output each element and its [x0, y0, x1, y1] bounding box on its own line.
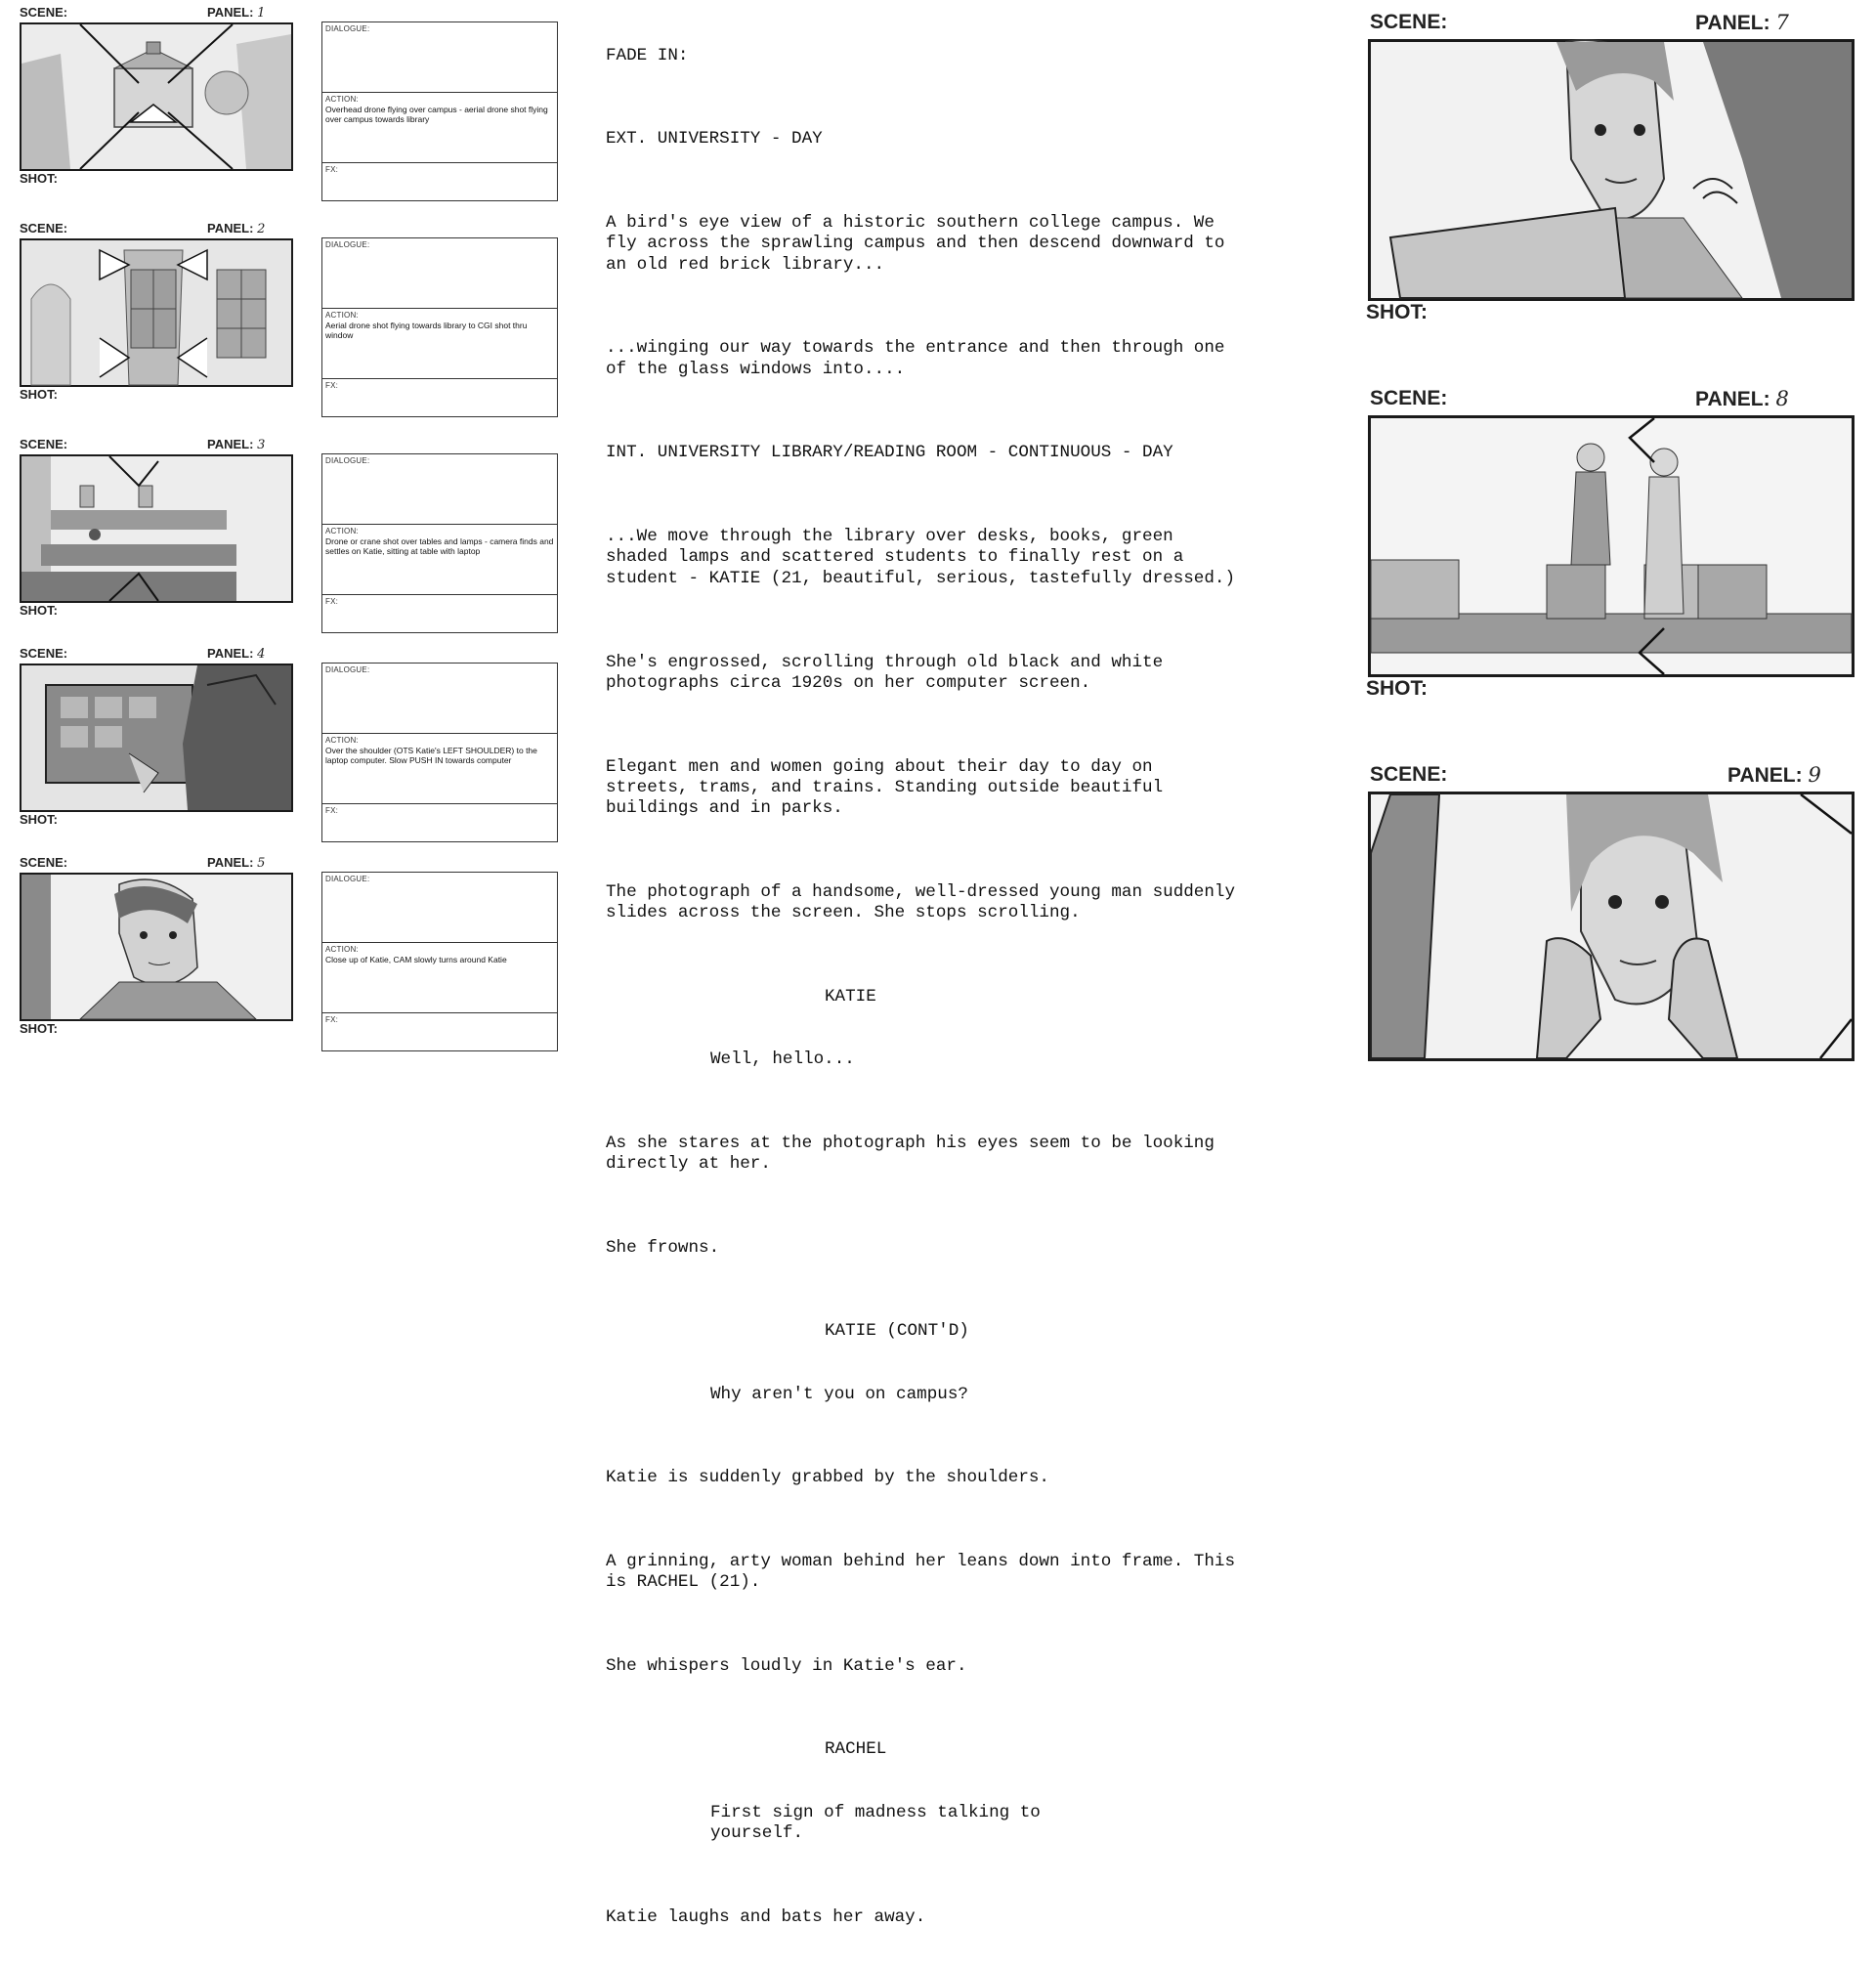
- storyboard-panel-1[interactable]: [0, 0, 576, 205]
- panel-label: PANEL: 1: [207, 5, 266, 21]
- script-action: A grinning, arty woman behind her leans down into frame. This is RACHEL (21).: [606, 1551, 1236, 1593]
- dialogue-label: DIALOGUE:: [325, 24, 370, 33]
- script-scene-heading: EXT. UNIVERSITY - DAY: [606, 129, 823, 150]
- fx-section: [322, 804, 557, 841]
- storyboard-panel-4[interactable]: [0, 641, 576, 846]
- panel-notes: [321, 872, 558, 1051]
- script-action: A bird's eye view of a historic southern college campus. We fly across the sprawling campus and then descend downward to an old red brick library...: [606, 213, 1225, 275]
- dialogue-section: [322, 22, 557, 93]
- dialogue-label: DIALOGUE:: [325, 665, 370, 674]
- dialogue-label: DIALOGUE:: [325, 875, 370, 883]
- storyboard-panel-2[interactable]: [0, 216, 576, 421]
- script-scene-heading: INT. UNIVERSITY LIBRARY/READING ROOM - CONTINUOUS - DAY: [606, 443, 1173, 463]
- action-label: ACTION:: [325, 945, 359, 954]
- shot-label: SHOT:: [20, 387, 58, 402]
- action-text: Drone or crane shot over tables and lamps - camera finds and settles on Katie, sitting at table with laptop: [325, 536, 554, 556]
- panel-frame-sketch: [1368, 415, 1855, 677]
- storyboard-right-column: [1348, 0, 1876, 1055]
- action-section: [322, 309, 557, 379]
- action-section: [322, 943, 557, 1013]
- script-character: RACHEL: [825, 1739, 887, 1760]
- action-label: ACTION:: [325, 736, 359, 745]
- fx-label: FX:: [325, 381, 339, 390]
- panel-frame-sketch: [20, 454, 293, 603]
- storyboard-left-column: [0, 0, 576, 1055]
- script-action: The photograph of a handsome, well-dressed young man suddenly slides across the screen. She stops scrolling.: [606, 881, 1236, 923]
- action-label: ACTION:: [325, 311, 359, 320]
- dialogue-section: [322, 664, 557, 734]
- script-action: Katie is suddenly grabbed by the shoulders.: [606, 1468, 1049, 1488]
- script-character: KATIE (CONT'D): [825, 1321, 969, 1342]
- script-action: She whispers loudly in Katie's ear.: [606, 1655, 967, 1676]
- script-action: She's engrossed, scrolling through old black and white photographs circa 1920s on her computer screen.: [606, 652, 1164, 693]
- scene-label: SCENE:: [1370, 387, 1448, 409]
- action-section: [322, 734, 557, 804]
- storyboard-panel-9[interactable]: [1348, 752, 1876, 1129]
- action-text: Over the shoulder (OTS Katie's LEFT SHOULDER) to the laptop computer. Slow PUSH IN towards computer: [325, 746, 537, 765]
- fx-section: [322, 379, 557, 416]
- panel-label: PANEL: 7: [1695, 11, 1789, 34]
- fx-section: [322, 163, 557, 200]
- script-character: KATIE: [825, 986, 876, 1006]
- katie-hands-on-face-sketch: [1371, 794, 1852, 1058]
- action-label: ACTION:: [325, 95, 359, 104]
- script-dialogue: Why aren't you on campus?: [710, 1384, 968, 1404]
- panel-notes: [321, 453, 558, 633]
- screenplay-text: [606, 4, 1329, 1927]
- scene-label: SCENE:: [20, 855, 68, 870]
- action-section: [322, 525, 557, 595]
- dialogue-section: [322, 238, 557, 309]
- storyboard-panel-8[interactable]: [1348, 376, 1876, 752]
- scene-label: SCENE:: [20, 5, 68, 20]
- panel-frame-sketch: [20, 664, 293, 812]
- reading-room-sketch: [21, 456, 291, 601]
- shot-label: SHOT:: [1366, 301, 1428, 323]
- scene-label: SCENE:: [20, 437, 68, 451]
- library-wide-two-shot-sketch: [1371, 418, 1852, 674]
- campus-aerial-sketch: [21, 24, 291, 169]
- script-action: ...winging our way towards the entrance and then through one of the glass windows into....: [606, 338, 1225, 379]
- script-dialogue: First sign of madness talking to yourself.: [710, 1802, 1041, 1844]
- panel-label: PANEL: 4: [207, 646, 266, 662]
- fx-label: FX:: [325, 806, 339, 815]
- library-window-sketch: [21, 240, 291, 385]
- script-dialogue: Well, hello...: [710, 1049, 855, 1070]
- fx-label: FX:: [325, 1015, 339, 1024]
- scene-label: SCENE:: [1370, 11, 1448, 33]
- storyboard-panel-5[interactable]: [0, 850, 576, 1055]
- panel-label: PANEL: 2: [207, 221, 266, 236]
- dialogue-section: [322, 454, 557, 525]
- fx-label: FX:: [325, 597, 339, 606]
- script-action: As she stares at the photograph his eyes seem to be looking directly at her.: [606, 1133, 1215, 1175]
- shot-label: SHOT:: [20, 171, 58, 186]
- dialogue-label: DIALOGUE:: [325, 240, 370, 249]
- fx-label: FX:: [325, 165, 339, 174]
- action-text: Aerial drone shot flying towards library to CGI shot thru window: [325, 321, 528, 340]
- dialogue-label: DIALOGUE:: [325, 456, 370, 465]
- storyboard-panel-7[interactable]: [1348, 0, 1876, 376]
- script-action: She frowns.: [606, 1237, 720, 1258]
- panel-label: PANEL: 9: [1727, 763, 1821, 787]
- panel-frame-sketch: [20, 22, 293, 171]
- shot-label: SHOT:: [20, 812, 58, 827]
- scene-label: SCENE:: [20, 221, 68, 236]
- panel-frame-sketch: [20, 873, 293, 1021]
- panel-notes: [321, 21, 558, 201]
- scene-label: SCENE:: [20, 646, 68, 661]
- rachel-grabs-katie-sketch: [1371, 42, 1852, 298]
- scene-label: SCENE:: [1370, 763, 1448, 786]
- fx-section: [322, 595, 557, 632]
- storyboard-panel-3[interactable]: [0, 432, 576, 637]
- script-transition: FADE IN:: [606, 45, 689, 65]
- panel-frame-sketch: [20, 238, 293, 387]
- panel-label: PANEL: 5: [207, 855, 266, 871]
- panel-frame-sketch: [1368, 39, 1855, 301]
- action-section: [322, 93, 557, 163]
- panel-frame-sketch: [1368, 792, 1855, 1061]
- katie-closeup-sketch: [21, 875, 291, 1019]
- laptop-ots-sketch: [21, 665, 291, 810]
- action-label: ACTION:: [325, 527, 359, 535]
- panel-notes: [321, 237, 558, 417]
- action-text: Close up of Katie, CAM slowly turns around Katie: [325, 955, 507, 964]
- script-action: Katie laughs and bats her away.: [606, 1906, 926, 1927]
- panel-notes: [321, 663, 558, 842]
- action-text: Overhead drone flying over campus - aerial drone shot flying over campus towards library: [325, 105, 548, 124]
- shot-label: SHOT:: [20, 1021, 58, 1036]
- shot-label: SHOT:: [20, 603, 58, 618]
- shot-label: SHOT:: [1366, 677, 1428, 700]
- panel-label: PANEL: 8: [1695, 387, 1789, 410]
- fx-section: [322, 1013, 557, 1050]
- script-action: ...We move through the library over desks, books, green shaded lamps and scattered students to finally rest on a student - KATIE (21, beautiful, serious, tastefully dressed.): [606, 527, 1236, 588]
- dialogue-section: [322, 873, 557, 943]
- script-action: Elegant men and women going about their day to day on streets, trams, and trains. Standing outside beautiful buildings and in parks.: [606, 756, 1164, 819]
- panel-label: PANEL: 3: [207, 437, 266, 452]
